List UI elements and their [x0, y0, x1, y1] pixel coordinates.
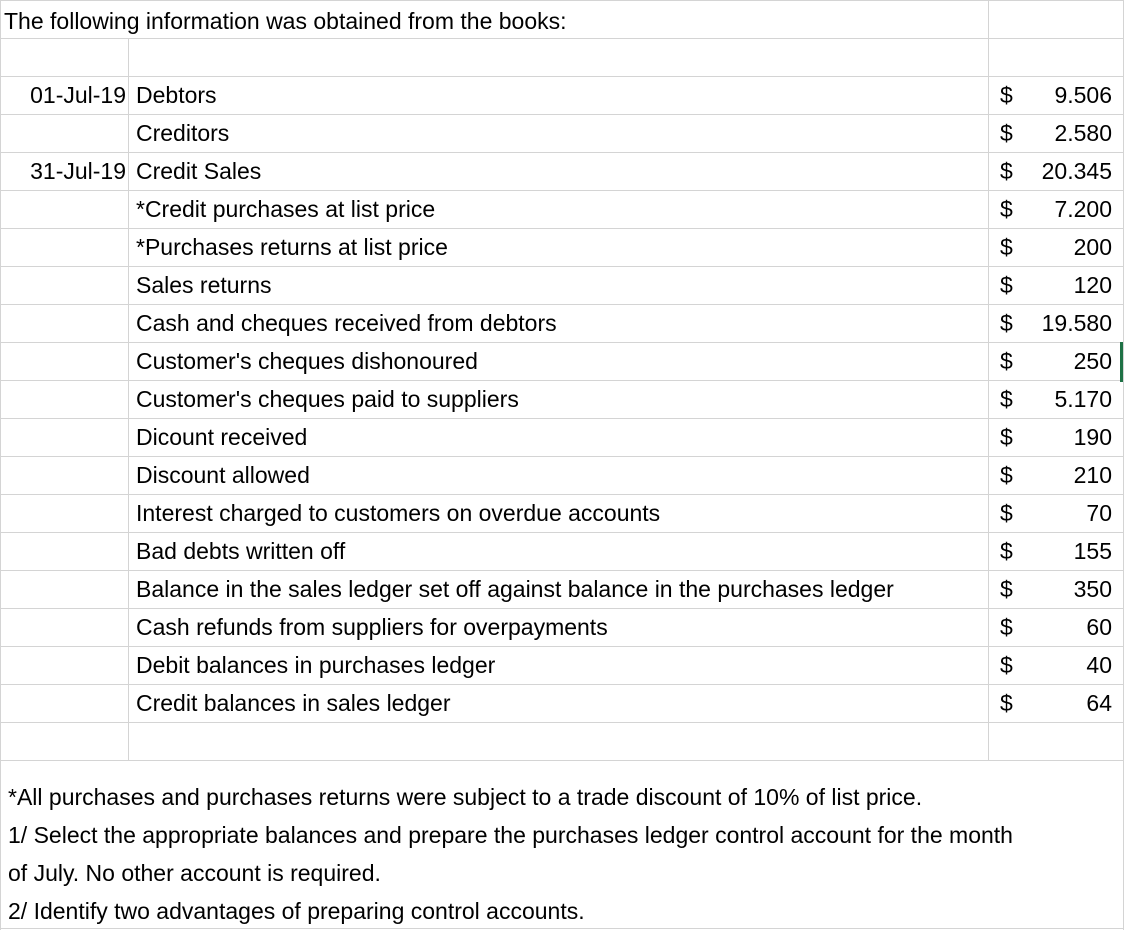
amount-cell[interactable]: 210 — [1073, 462, 1112, 488]
description-cell[interactable]: Dicount received — [136, 424, 308, 450]
amount-cell[interactable]: 60 — [1086, 614, 1112, 640]
description-cell[interactable]: Customer's cheques paid to suppliers — [136, 386, 519, 412]
description-cell[interactable]: Cash and cheques received from debtors — [136, 310, 557, 336]
gridline — [0, 0, 1124, 1]
description-cell[interactable]: Discount allowed — [136, 462, 310, 488]
currency-cell[interactable]: $ — [1000, 690, 1013, 716]
amount-cell[interactable]: 9.506 — [1054, 82, 1112, 108]
description-cell[interactable]: Creditors — [136, 120, 230, 146]
currency-cell[interactable]: $ — [1000, 310, 1013, 336]
currency-cell[interactable]: $ — [1000, 120, 1013, 146]
amount-cell[interactable]: 40 — [1086, 652, 1112, 678]
amount-cell[interactable]: 19.580 — [1041, 310, 1112, 336]
description-cell[interactable]: Bad debts written off — [136, 538, 346, 564]
description-cell[interactable]: Interest charged to customers on overdue accounts — [136, 500, 661, 526]
note-question-2[interactable]: 2/ Identify two advantages of preparing control accounts. — [8, 898, 585, 924]
currency-cell[interactable]: $ — [1000, 500, 1013, 526]
amount-cell[interactable]: 2.580 — [1054, 120, 1112, 146]
description-cell[interactable]: Credit balances in sales ledger — [136, 690, 451, 716]
description-cell[interactable]: Debit balances in purchases ledger — [136, 652, 496, 678]
gridline — [0, 722, 1124, 723]
description-cell[interactable]: Sales returns — [136, 272, 272, 298]
currency-cell[interactable]: $ — [1000, 196, 1013, 222]
amount-cell[interactable]: 7.200 — [1054, 196, 1112, 222]
amount-cell[interactable]: 70 — [1086, 500, 1112, 526]
currency-cell[interactable]: $ — [1000, 538, 1013, 564]
date-cell[interactable]: 01-Jul-19 — [30, 82, 126, 108]
note-trade-discount[interactable]: *All purchases and purchases returns were subject to a trade discount of 10% of list price. — [8, 784, 923, 810]
currency-cell[interactable]: $ — [1000, 462, 1013, 488]
currency-cell[interactable]: $ — [1000, 614, 1013, 640]
sheet-title[interactable]: The following information was obtained from the books: — [4, 8, 567, 34]
amount-cell[interactable]: 190 — [1073, 424, 1112, 450]
currency-cell[interactable]: $ — [1000, 386, 1013, 412]
amount-cell[interactable]: 350 — [1073, 576, 1112, 602]
date-cell[interactable]: 31-Jul-19 — [30, 158, 126, 184]
description-cell[interactable]: Balance in the sales ledger set off against balance in the purchases ledger — [136, 576, 894, 602]
description-cell[interactable]: Cash refunds from suppliers for overpayments — [136, 614, 608, 640]
amount-cell[interactable]: 64 — [1086, 690, 1112, 716]
currency-cell[interactable]: $ — [1000, 234, 1013, 260]
gridline — [128, 38, 129, 760]
gridline — [0, 0, 1, 930]
currency-cell[interactable]: $ — [1000, 576, 1013, 602]
amount-cell[interactable]: 200 — [1073, 234, 1112, 260]
description-cell[interactable]: Credit Sales — [136, 158, 262, 184]
description-cell[interactable]: Customer's cheques dishonoured — [136, 348, 478, 374]
cell-selection-indicator — [1120, 342, 1123, 382]
amount-cell[interactable]: 20.345 — [1041, 158, 1112, 184]
amount-cell[interactable]: 5.170 — [1054, 386, 1112, 412]
currency-cell[interactable]: $ — [1000, 348, 1013, 374]
gridline — [988, 0, 989, 760]
description-cell[interactable]: *Purchases returns at list price — [136, 234, 448, 260]
gridline — [0, 760, 1124, 761]
note-question-1[interactable]: 1/ Select the appropriate balances and prepare the purchases ledger control account for the month — [8, 822, 1013, 848]
amount-cell[interactable]: 120 — [1073, 272, 1112, 298]
note-question-1-continued[interactable]: of July. No other account is required. — [8, 860, 381, 886]
currency-cell[interactable]: $ — [1000, 424, 1013, 450]
currency-cell[interactable]: $ — [1000, 272, 1013, 298]
description-cell[interactable]: *Credit purchases at list price — [136, 196, 436, 222]
currency-cell[interactable]: $ — [1000, 652, 1013, 678]
description-cell[interactable]: Debtors — [136, 82, 217, 108]
selected-amount-cell[interactable]: 250 — [1073, 348, 1112, 374]
currency-cell[interactable]: $ — [1000, 82, 1013, 108]
currency-cell[interactable]: $ — [1000, 158, 1013, 184]
amount-cell[interactable]: 155 — [1073, 538, 1112, 564]
